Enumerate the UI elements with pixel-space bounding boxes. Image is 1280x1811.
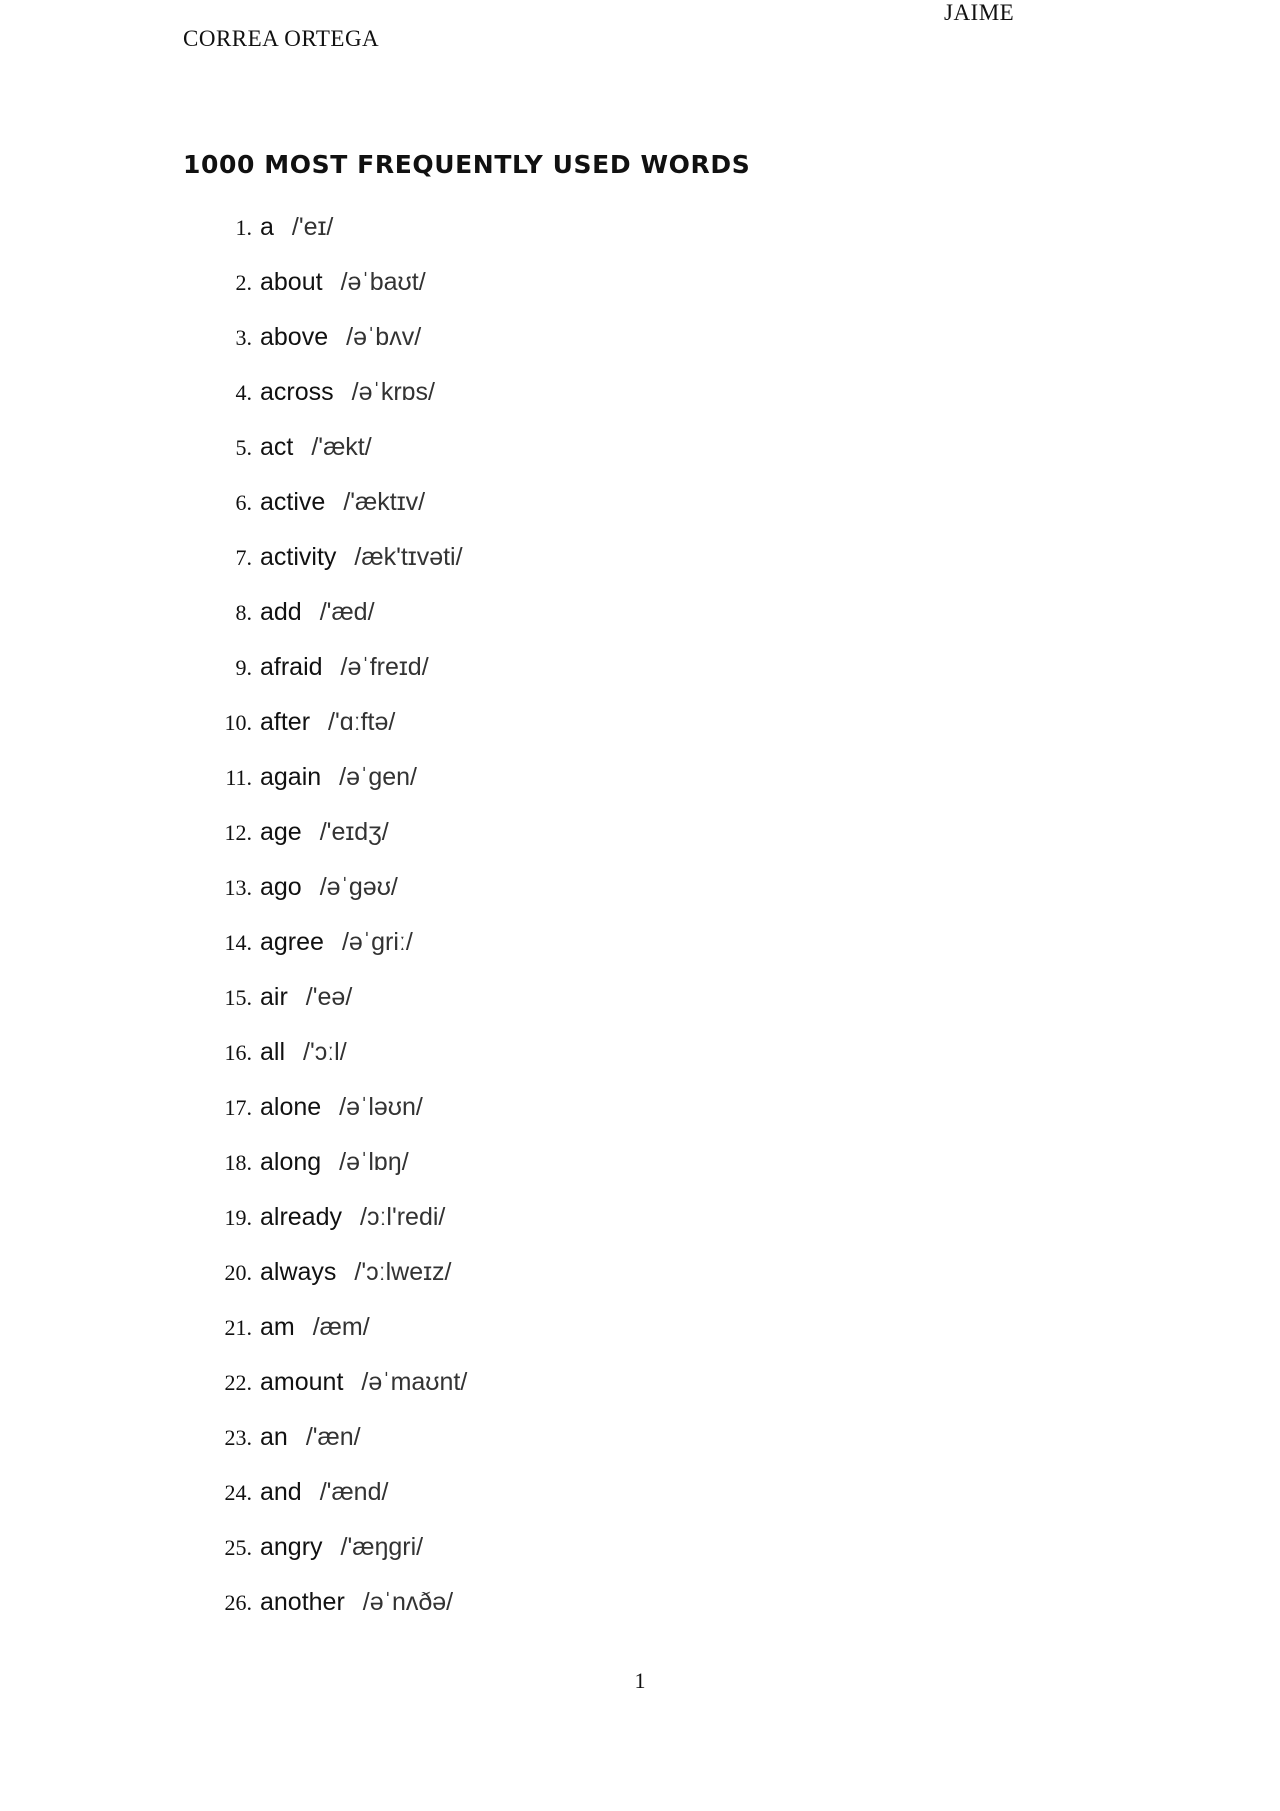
item-number: 21. (224, 1314, 252, 1340)
list-item (183, 200, 1083, 255)
list-item (183, 420, 1083, 475)
item-pronunciation: /'ɑːftə/ (328, 708, 396, 736)
item-word: air (260, 983, 288, 1011)
item-number: 22. (224, 1369, 252, 1395)
item-number: 15. (224, 984, 252, 1010)
list-item (183, 530, 1083, 585)
list-item (183, 1300, 1083, 1355)
item-number: 18. (224, 1149, 252, 1175)
item-pronunciation: /'æn/ (305, 1423, 361, 1451)
page-title: 1000 MOST FREQUENTLY USED WORDS (183, 150, 751, 179)
item-pronunciation: /'ækt/ (311, 433, 372, 461)
item-pronunciation: /əˈbaʊt/ (340, 268, 426, 296)
item-pronunciation: /əˈgəʊ/ (319, 873, 398, 901)
list-item (183, 1410, 1083, 1465)
list-item (183, 750, 1083, 805)
list-item (183, 365, 1083, 420)
item-word: an (260, 1423, 288, 1451)
item-pronunciation: /'eɪdʒ/ (319, 818, 389, 846)
item-number: 3. (235, 324, 252, 350)
item-pronunciation: /əˈləʊn/ (339, 1093, 423, 1121)
item-pronunciation: /'eɪ/ (291, 213, 334, 241)
item-number: 14. (224, 929, 252, 955)
item-word: activity (260, 543, 337, 571)
list-item (183, 970, 1083, 1025)
item-word: age (260, 818, 302, 846)
header-left-name: CORREA ORTEGA (183, 26, 380, 51)
list-item (183, 1025, 1083, 1080)
list-item (183, 1135, 1083, 1190)
item-number: 25. (224, 1534, 252, 1560)
item-pronunciation: /əˈlɒŋ/ (339, 1148, 409, 1176)
item-word: always (260, 1258, 337, 1286)
item-number: 26. (224, 1589, 252, 1615)
item-word: agree (260, 928, 324, 956)
item-pronunciation: /əˈkrɒs/ (351, 378, 435, 406)
item-number: 23. (224, 1424, 252, 1450)
item-word: act (260, 433, 294, 461)
item-pronunciation: /ɔːl'redi/ (360, 1203, 446, 1231)
item-pronunciation: /'ɔːl/ (303, 1038, 347, 1066)
list-item (183, 585, 1083, 640)
item-word: afraid (260, 653, 323, 681)
item-word: across (260, 378, 334, 406)
item-number: 24. (224, 1479, 252, 1505)
item-pronunciation: /əˈfreɪd/ (340, 653, 429, 681)
item-word: and (260, 1478, 302, 1506)
item-number: 6. (235, 489, 252, 515)
list-item (183, 695, 1083, 750)
item-number: 11. (225, 764, 252, 790)
item-pronunciation: /æk'tɪvəti/ (354, 543, 463, 571)
item-word: add (260, 598, 302, 626)
item-word: all (260, 1038, 286, 1066)
item-word: ago (260, 873, 302, 901)
item-number: 4. (235, 379, 252, 405)
list-item (183, 1190, 1083, 1245)
item-word: about (260, 268, 323, 296)
word-list (183, 200, 1083, 1630)
item-pronunciation: /'æktɪv/ (343, 488, 426, 516)
item-number: 7. (235, 544, 252, 570)
list-item (183, 805, 1083, 860)
item-word: above (260, 323, 329, 351)
item-number: 5. (235, 434, 252, 460)
item-number: 20. (224, 1259, 252, 1285)
item-word: amount (260, 1368, 344, 1396)
item-pronunciation: /'ænd/ (319, 1478, 389, 1506)
item-pronunciation: /'æŋgri/ (340, 1533, 424, 1561)
item-number: 16. (224, 1039, 252, 1065)
item-word: already (260, 1203, 342, 1231)
item-number: 2. (235, 269, 252, 295)
item-pronunciation: /əˈmaʊnt/ (361, 1368, 468, 1396)
item-pronunciation: /æm/ (312, 1313, 370, 1341)
item-word: alone (260, 1093, 322, 1121)
item-pronunciation: /əˈbʌv/ (346, 323, 422, 351)
list-item (183, 640, 1083, 695)
header-right-name: JAIME (944, 0, 1015, 25)
item-word: am (260, 1313, 295, 1341)
item-pronunciation: /əˈgriː/ (341, 928, 413, 956)
item-number: 9. (235, 654, 252, 680)
page-number: 1 (634, 1668, 646, 1693)
item-pronunciation: /'eə/ (305, 983, 353, 1011)
list-item (183, 475, 1083, 530)
item-word: another (260, 1588, 345, 1616)
item-number: 1. (235, 214, 252, 240)
item-word: again (260, 763, 322, 791)
item-word: along (260, 1148, 322, 1176)
item-number: 13. (224, 874, 252, 900)
item-pronunciation: /'æd/ (319, 598, 375, 626)
list-item (183, 1575, 1083, 1630)
item-number: 17. (224, 1094, 252, 1120)
list-item (183, 1355, 1083, 1410)
item-word: after (260, 708, 311, 736)
item-pronunciation: /'ɔːlweɪz/ (354, 1258, 452, 1286)
list-item (183, 860, 1083, 915)
item-number: 8. (235, 599, 252, 625)
list-item (183, 1080, 1083, 1135)
item-number: 19. (224, 1204, 252, 1230)
list-item (183, 255, 1083, 310)
item-number: 12. (224, 819, 252, 845)
list-item (183, 310, 1083, 365)
list-item (183, 1520, 1083, 1575)
list-item (183, 915, 1083, 970)
list-item (183, 1245, 1083, 1300)
list-item (183, 1465, 1083, 1520)
item-pronunciation: /əˈnʌðə/ (362, 1588, 454, 1616)
item-pronunciation: /əˈgen/ (339, 763, 418, 791)
item-word: active (260, 488, 326, 516)
item-word: a (260, 213, 274, 241)
item-word: angry (260, 1533, 323, 1561)
item-number: 10. (224, 709, 252, 735)
